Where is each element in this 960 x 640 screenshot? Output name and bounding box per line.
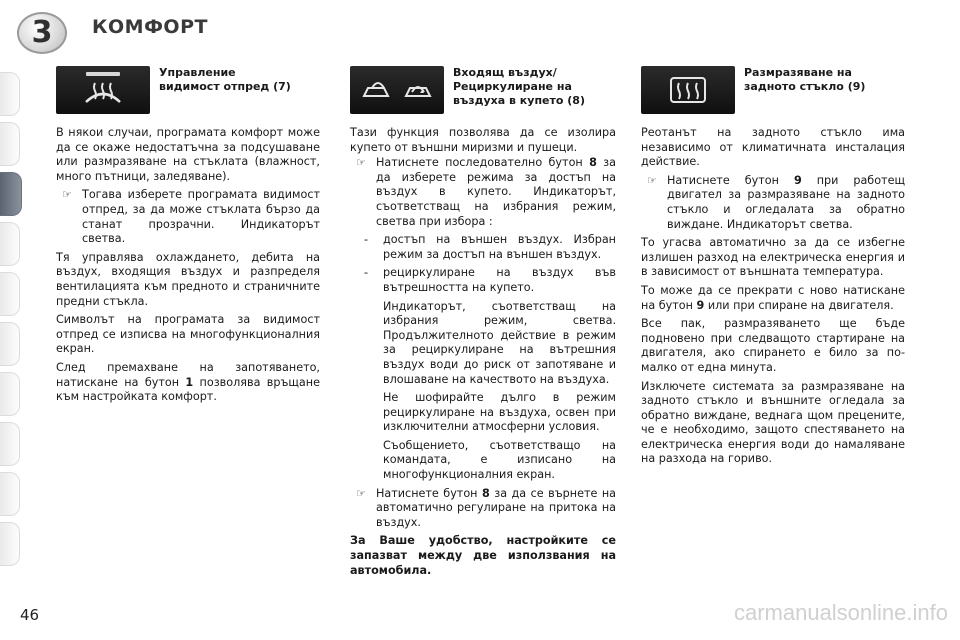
chapter-tab-3-active[interactable]: [0, 172, 22, 216]
dash-text: рециркулиране на въздух във вътрешността на купето.: [383, 266, 616, 294]
button-ref: 8: [481, 486, 490, 500]
bullet-item: [641, 174, 905, 232]
text-run: позволява връщане към настройката комфорт.: [56, 375, 320, 404]
pointing-hand-icon: ☞: [356, 156, 366, 170]
chapter-number-badge: 3: [17, 12, 67, 54]
note-paragraph: За Ваше удобство, настройките се запазват между две използвания на автомобила.: [350, 534, 616, 577]
paragraph: [56, 361, 320, 405]
bullet-item: [350, 156, 616, 229]
text-run: за да изберете режима за достъп на въздух в купето. Индикаторът, съответстващ на избрания режим, светва при избора :: [376, 156, 616, 228]
chapter-tab-7[interactable]: [0, 372, 20, 416]
paragraph: Изключете системата за размразяване на задното стъкло и външните огледала за обратно виждане, веднага щом прецените, че е необходимо, защото спестяването на електрическа енергия води до намаляване на разхода на гориво.: [641, 379, 905, 466]
title-line: Входящ въздух/: [453, 66, 557, 79]
text-run: То може да се прекрати с ново натискане на бутон: [641, 283, 905, 312]
paragraph: Реотанът на задното стъкло има независимо от климатичната инсталация действие.: [641, 126, 905, 169]
pointing-hand-icon: ☞: [62, 188, 72, 202]
page-number: 46: [20, 606, 40, 624]
title-line: Управление: [159, 66, 236, 79]
title-line: видимост отпред (7): [159, 80, 291, 93]
button-ref: 9: [696, 298, 705, 312]
paragraph: Символът на програмата за видимост отпред се изписва на многофункционалния екран.: [56, 313, 320, 356]
chapter-title: КОМФОРТ: [92, 16, 208, 38]
paragraph: Тя управлява охлаждането, дебита на въздух, входящия въздух и разпределя вентилацията към предното и страничните предни стъкла.: [56, 250, 320, 308]
section-title: [744, 66, 865, 94]
chapter-tab-2[interactable]: [0, 122, 20, 166]
dash-marker: -: [364, 233, 369, 247]
text-run: или при спиране на двигателя.: [704, 298, 894, 312]
indented-paragraph: Индикаторът, съответстващ на избрания режим, светва. Продължителното действие в режим за рециркулиране на вътрешния въздух води до риск от запотяване и влошаване на качеството на въздуха.: [383, 299, 616, 386]
dash-text: достъп на външен въздух. Избран режим за достъп на външен въздух.: [383, 233, 616, 261]
button-ref: 9: [793, 173, 802, 187]
chapter-tab-9[interactable]: [0, 472, 20, 516]
text-run: След премахване на запотяването, натискане на бутон: [56, 360, 320, 389]
dash-item: [350, 233, 616, 262]
indented-paragraph: Не шофирайте дълго в режим рециркулиране на въздуха, освен при изключителни атмосферни условия.: [383, 391, 616, 434]
bullet-item: [350, 487, 616, 531]
section-title: [159, 66, 291, 94]
rear-defrost-icon: [641, 66, 735, 114]
dash-item: [350, 266, 616, 295]
bullet-item: [56, 188, 320, 246]
pointing-hand-icon: ☞: [356, 486, 366, 500]
section-body: [56, 126, 320, 409]
text-run: Натиснете последователно бутон: [376, 156, 590, 170]
chapter-tab-6[interactable]: [0, 322, 20, 366]
text-run: за да се върнете на автоматично регулиране на притока на въздух.: [376, 486, 617, 529]
chapter-tab-1[interactable]: [0, 72, 20, 116]
pointing-hand-icon: ☞: [647, 173, 657, 187]
chapter-tab-4[interactable]: [0, 222, 20, 266]
text-run: при работещ двигател за размразяване на задното стъкло и огледалата за обратно виждане. Индикаторът светва.: [667, 173, 905, 231]
button-ref: 8: [589, 156, 597, 170]
section-body: [641, 126, 905, 471]
paragraph: То угасва автоматично за да се избегне излишен разход на електрическа енергия и в зависимост от външната температура.: [641, 236, 905, 279]
text-run: Натиснете бутон: [376, 486, 482, 500]
air-recirculation-icon: [350, 66, 444, 114]
indented-paragraph: Съобщението, съответстващо на командата, е изписано на многофункционалния екран.: [383, 438, 616, 482]
bullet-text: Тогава изберете програмата видимост отпред, за да може стъклата бързо да станат прозрачни. Индикаторът светва.: [82, 188, 320, 246]
paragraph: [641, 284, 905, 313]
button-ref: 1: [185, 375, 194, 389]
dash-marker: -: [364, 266, 369, 280]
chapter-tab-5[interactable]: [0, 272, 20, 316]
text-run: Натиснете бутон: [667, 173, 794, 187]
chapter-tab-8[interactable]: [0, 422, 20, 466]
title-line: Рециркулиране на: [453, 80, 572, 93]
title-line: задното стъкло (9): [744, 80, 866, 93]
defrost-windscreen-icon: [56, 66, 150, 114]
section-body: [350, 126, 616, 582]
chapter-tab-10[interactable]: [0, 522, 20, 566]
title-line: въздуха в купето (8): [453, 94, 585, 107]
paragraph: Все пак, размразяването ще бъде подновено при следващото стартиране на двигателя, ако спирането е било за по-малко от една минута.: [641, 317, 905, 374]
section-title: [453, 66, 585, 108]
title-line: Размразяване на: [744, 66, 852, 79]
watermark: carmanualsonline.info: [733, 600, 948, 625]
page-header: [0, 0, 960, 62]
paragraph: В някои случаи, програмата комфорт може да се окаже недостатъчна за подсушаване или размразяване на стъклата (влажност, много пътници, заледяване).: [56, 126, 320, 183]
paragraph: Тази функция позволява да се изолира купето от външни миризми и пушеци.: [350, 126, 616, 154]
